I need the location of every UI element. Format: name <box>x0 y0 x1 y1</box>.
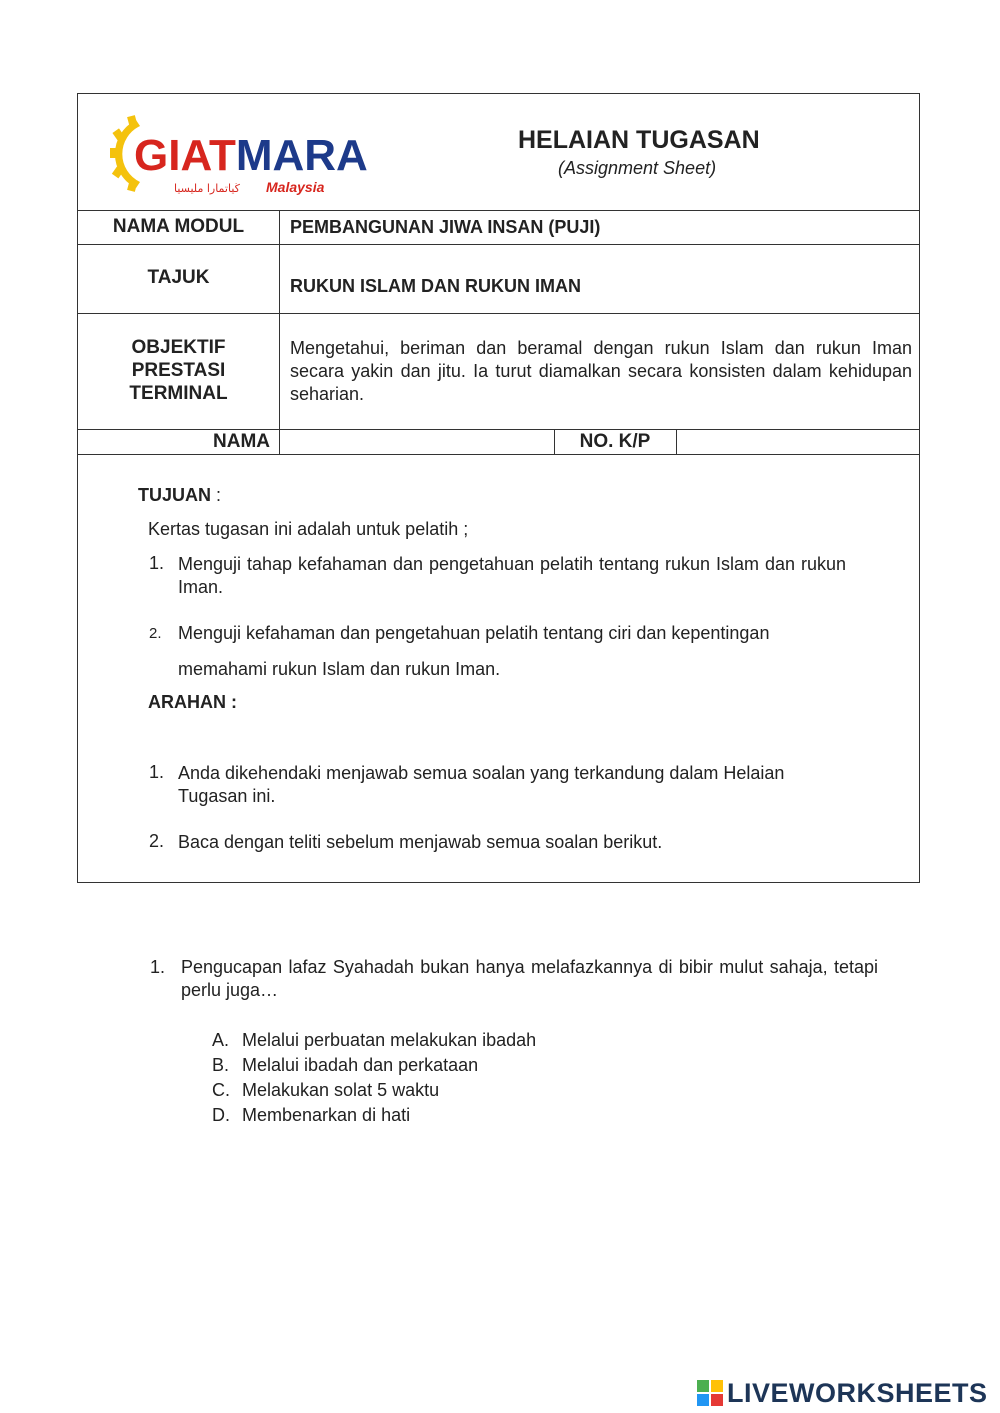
module-row <box>78 211 919 245</box>
name-field[interactable] <box>282 431 552 453</box>
answer-option-c[interactable] <box>212 1080 439 1101</box>
answer-option-b[interactable] <box>212 1055 478 1076</box>
sheet-title: HELAIAN TUGASAN <box>518 126 760 154</box>
purpose-heading: TUJUAN : <box>138 485 222 505</box>
answer-option-a[interactable] <box>212 1030 536 1051</box>
objective-label: OBJEKTIF PRESTASI TERMINAL <box>129 337 228 404</box>
kp-label: NO. K/P <box>579 431 651 452</box>
module-value: PEMBANGUNAN JIWA INSAN (PUJI) <box>290 217 601 237</box>
option-letter: A. <box>212 1030 230 1050</box>
giatmara-logo <box>106 112 368 196</box>
option-text: Membenarkan di hati <box>242 1105 411 1125</box>
kp-field[interactable] <box>679 431 917 453</box>
sheet-subtitle: (Assignment Sheet) <box>558 158 717 178</box>
topic-label: TAJUK <box>147 267 210 288</box>
module-label: NAMA MODUL <box>112 216 245 237</box>
logo-country-text: Malaysia <box>266 179 325 195</box>
purpose-item: Menguji kefahaman dan pengetahuan pelatih tentang ciri dan kepentingan <box>178 623 770 643</box>
question-1 <box>150 956 878 1002</box>
logo-wordmark: GIATMARA <box>134 131 368 180</box>
instruction-item-number: 2. <box>149 831 165 851</box>
instructions-heading: ARAHAN : <box>148 692 237 712</box>
liveworksheets-icon <box>697 1380 723 1406</box>
option-letter: B. <box>212 1055 230 1075</box>
purpose-intro: Kertas tugasan ini adalah untuk pelatih ; <box>148 519 469 539</box>
purpose-item: Menguji tahap kefahaman dan pengetahuan pelatih tentang rukun Islam dan rukun Iman. <box>178 554 846 597</box>
purpose-item-number: 2. <box>149 625 162 642</box>
logo-arabic-text: ڬياتمارا مليسيا <box>174 182 240 195</box>
option-text: Melakukan solat 5 waktu <box>242 1080 440 1100</box>
assignment-sheet <box>77 93 920 883</box>
topic-row <box>78 245 919 314</box>
objective-row <box>78 314 919 430</box>
objective-value: Mengetahui, beriman dan beramal dengan rukun Islam dan rukun Iman secara yakin dan jitu. Ia turut diamalkan secara konsisten dalam kehidupan seharian. <box>290 338 912 404</box>
instruction-item: Anda dikehendaki menjawab semua soalan yang terkandung dalam Helaian Tugasan ini. <box>178 763 785 806</box>
answer-option-d[interactable] <box>212 1105 410 1126</box>
brand-name: LIVEWORKSHEETS <box>727 1377 988 1408</box>
purpose-item-number: 1. <box>149 553 165 573</box>
question-number: 1. <box>150 957 166 977</box>
instruction-item: Baca dengan teliti sebelum menjawab semua soalan berikut. <box>178 832 663 852</box>
option-text: Melalui ibadah dan perkataan <box>242 1055 479 1075</box>
sheet-header <box>78 94 919 211</box>
option-letter: D. <box>212 1105 230 1125</box>
name-label: NAMA <box>213 431 270 452</box>
purpose-item-continued: memahami rukun Islam dan rukun Iman. <box>178 659 501 679</box>
option-letter: C. <box>212 1080 230 1100</box>
question-text: Pengucapan lafaz Syahadah bukan hanya melafazkannya di bibir mulut sahaja, tetapi perlu juga… <box>181 957 878 1000</box>
topic-value: RUKUN ISLAM DAN RUKUN IMAN <box>290 276 581 296</box>
instruction-item-number: 1. <box>149 762 165 782</box>
liveworksheets-brand <box>697 1378 988 1408</box>
student-row <box>78 430 919 455</box>
option-text: Melalui perbuatan melakukan ibadah <box>242 1030 537 1050</box>
